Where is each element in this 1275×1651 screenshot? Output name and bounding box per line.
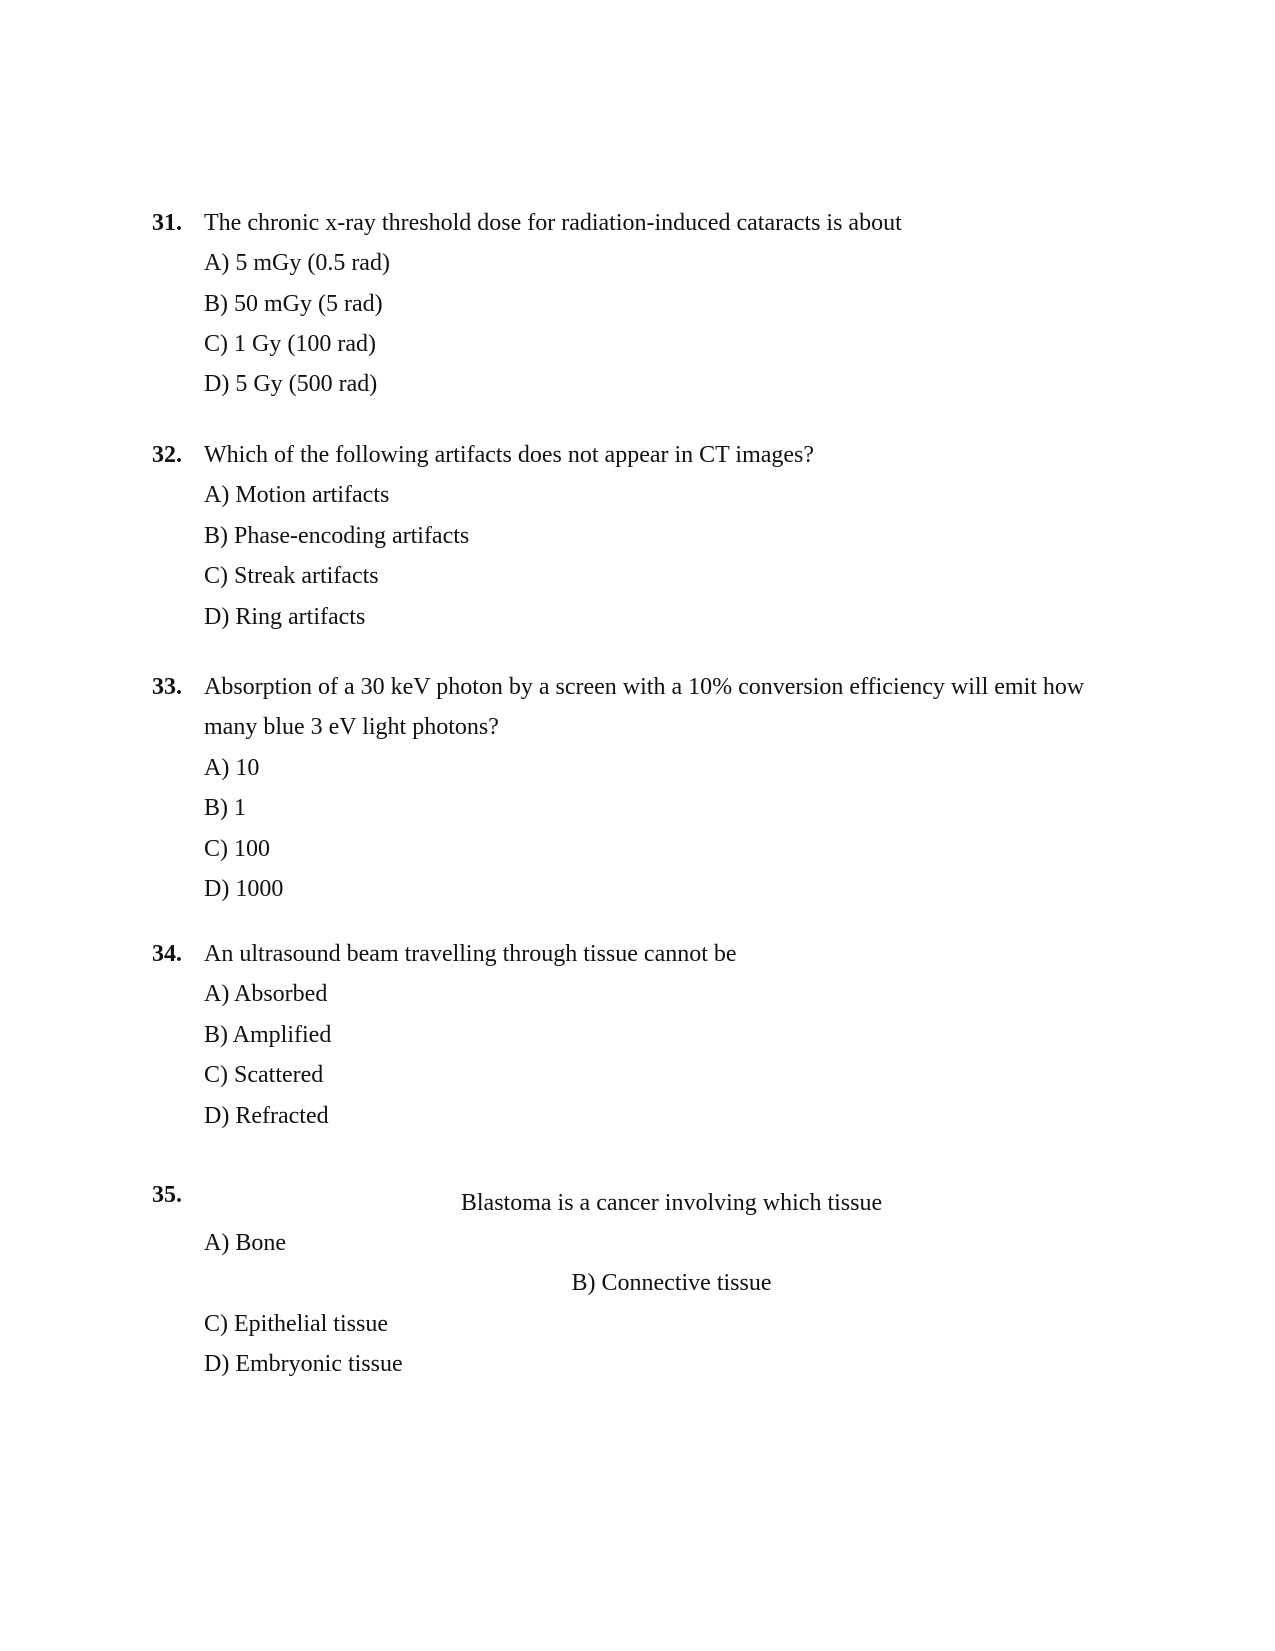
question-stem: An ultrasound beam travelling through tissue cannot be [204,941,737,967]
question-number: 34. [152,941,182,967]
option-b: B) Amplified [204,1022,332,1048]
option-d: D) Ring artifacts [204,604,366,630]
option-a: A) Bone [204,1230,286,1256]
option-d: D) Embryonic tissue [204,1351,403,1377]
option-c: C) Streak artifacts [204,563,379,589]
question-stem: Which of the following artifacts does not appear in CT images? [204,442,815,468]
question-stem: The chronic x-ray threshold dose for radiation-induced cataracts is about [204,210,902,236]
option-c: C) Scattered [204,1062,324,1088]
option-a: A) 5 mGy (0.5 rad) [204,250,390,276]
question-number: 33. [152,674,182,700]
option-c: C) Epithelial tissue [204,1311,388,1337]
option-b: B) 50 mGy (5 rad) [204,291,383,317]
question-stem-line-2: many blue 3 eV light photons? [204,714,499,740]
question-stem: Blastoma is a cancer involving which tissue [460,1190,883,1216]
question-number: 32. [152,442,182,468]
option-a: A) Absorbed [204,981,328,1007]
question-number: 31. [152,210,182,236]
option-b: B) Connective tissue [571,1270,772,1296]
option-d: D) Refracted [204,1103,329,1129]
option-c: C) 100 [204,836,270,862]
option-a: A) Motion artifacts [204,482,390,508]
option-b: B) 1 [204,795,246,821]
option-b: B) Phase-encoding artifacts [204,523,470,549]
option-a: A) 10 [204,755,260,781]
question-number: 35. [152,1182,182,1208]
option-d: D) 1000 [204,876,284,902]
option-c: C) 1 Gy (100 rad) [204,331,376,357]
question-stem-line-1: Absorption of a 30 keV photon by a screen with a 10% conversion efficiency will emit how [204,674,1085,700]
option-d: D) 5 Gy (500 rad) [204,371,378,397]
